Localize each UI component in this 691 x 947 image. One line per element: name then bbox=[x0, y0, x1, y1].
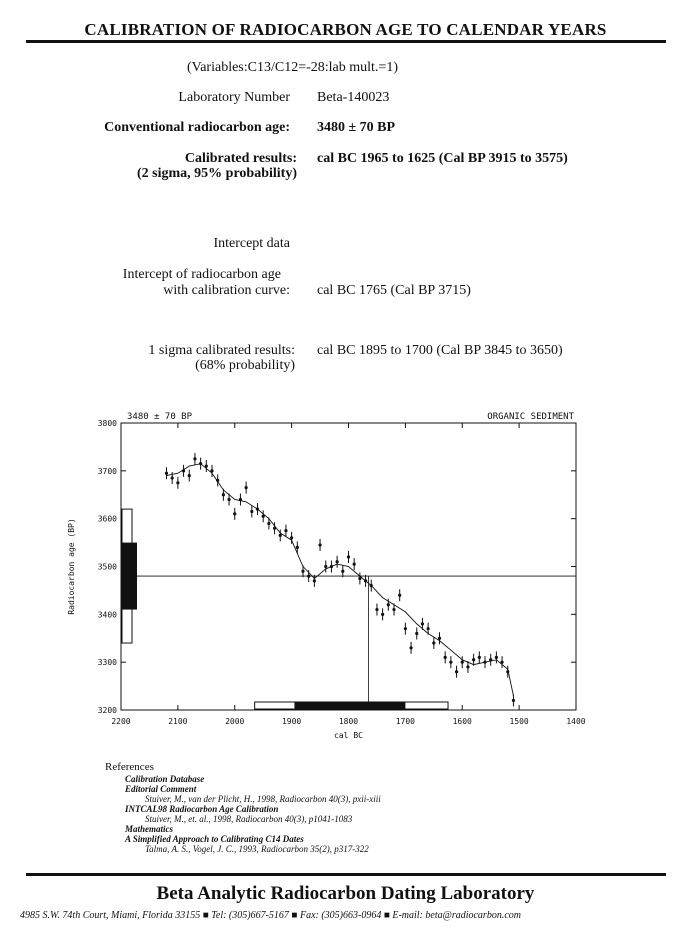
x-tick-label: 1500 bbox=[509, 717, 529, 726]
intercept-data-heading: Intercept data bbox=[213, 236, 290, 251]
data-point bbox=[358, 577, 361, 580]
y-tick-label: 3700 bbox=[97, 466, 117, 476]
data-point bbox=[296, 546, 299, 549]
data-point bbox=[353, 563, 356, 566]
data-point bbox=[205, 464, 208, 467]
data-point bbox=[370, 584, 373, 587]
bottom-rule bbox=[26, 873, 666, 876]
data-point bbox=[273, 527, 276, 530]
x-tick-label: 1700 bbox=[395, 717, 416, 726]
data-point bbox=[324, 565, 327, 568]
ref-heading: Editorial Comment bbox=[125, 784, 197, 794]
data-point bbox=[455, 670, 458, 673]
data-point bbox=[489, 658, 492, 661]
data-point bbox=[165, 472, 168, 475]
calibration-chart bbox=[60, 400, 600, 750]
data-point bbox=[227, 498, 230, 501]
calibration-curve bbox=[167, 464, 514, 696]
data-point bbox=[284, 529, 287, 532]
sigma1-bp-box bbox=[122, 543, 137, 610]
data-point bbox=[478, 656, 481, 659]
data-point bbox=[387, 603, 390, 606]
ref-citation: Talma, A. S., Vogel, J. C., 1993, Radiocarbon 35(2), p317-322 bbox=[145, 844, 369, 854]
data-point bbox=[495, 656, 498, 659]
x-axis-label: cal BC bbox=[334, 731, 363, 740]
data-point bbox=[466, 665, 469, 668]
data-point bbox=[472, 658, 475, 661]
data-point bbox=[199, 462, 202, 465]
x-tick-label: 1400 bbox=[566, 717, 586, 726]
data-point bbox=[415, 632, 418, 635]
data-point bbox=[461, 661, 464, 664]
data-point bbox=[250, 510, 253, 513]
data-point bbox=[233, 512, 236, 515]
data-point bbox=[364, 579, 367, 582]
data-point bbox=[381, 613, 384, 616]
data-point bbox=[222, 493, 225, 496]
ref-heading: INTCAL98 Radiocarbon Age Calibration bbox=[125, 804, 279, 814]
y-tick-label: 3300 bbox=[97, 658, 117, 668]
data-point bbox=[483, 661, 486, 664]
sigma1-sublabel: (68% probability) bbox=[195, 358, 295, 373]
data-point bbox=[239, 498, 242, 501]
data-point bbox=[432, 641, 435, 644]
data-point bbox=[256, 508, 259, 511]
data-point bbox=[444, 656, 447, 659]
x-tick-label: 1600 bbox=[452, 717, 472, 726]
x-tick-label: 2200 bbox=[111, 717, 131, 726]
data-point bbox=[210, 469, 213, 472]
lab-number-value: Beta-140023 bbox=[317, 90, 390, 105]
data-point bbox=[512, 699, 515, 702]
chart-title-right: ORGANIC SEDIMENT bbox=[487, 412, 574, 422]
ref-heading: Calibration Database bbox=[125, 774, 205, 784]
intercept-label-1: Intercept of radiocarbon age bbox=[122, 267, 281, 282]
ref-citation: Stuiver, M., van der Plicht, H., 1998, Radiocarbon 40(3), pxii-xiii bbox=[145, 794, 381, 804]
chart-title-left: 3480 ± 70 BP bbox=[127, 412, 193, 422]
x-tick-label: 2000 bbox=[225, 717, 245, 726]
intercept-value: cal BC 1765 (Cal BP 3715) bbox=[317, 283, 471, 298]
lab-number-label: Laboratory Number bbox=[178, 90, 290, 105]
data-point bbox=[290, 536, 293, 539]
lab-address: 4985 S.W. 74th Court, Miami, Florida 33155 ■ Tel: (305)667-5167 ■ Fax: (305)663-0964 ■ E-mail: beta@radiocarbon.com bbox=[20, 910, 521, 921]
data-point bbox=[318, 543, 321, 546]
references bbox=[105, 762, 625, 854]
data-point bbox=[279, 534, 282, 537]
intercept-label-2: with calibration curve: bbox=[163, 283, 290, 298]
sigma1-value: cal BC 1895 to 1700 (Cal BP 3845 to 3650) bbox=[317, 343, 563, 358]
y-tick-label: 3200 bbox=[97, 706, 117, 715]
data-point bbox=[500, 661, 503, 664]
lab-name: Beta Analytic Radiocarbon Dating Laboratory bbox=[156, 883, 535, 904]
data-point bbox=[216, 479, 219, 482]
data-point bbox=[404, 627, 407, 630]
data-point bbox=[171, 476, 174, 479]
x-tick-label: 1800 bbox=[338, 717, 359, 726]
data-point bbox=[313, 579, 316, 582]
data-point bbox=[182, 469, 185, 472]
data-point bbox=[506, 670, 509, 673]
sigma1-label: 1 sigma calibrated results: bbox=[148, 343, 295, 358]
data-point bbox=[307, 574, 310, 577]
data-point bbox=[330, 565, 333, 568]
y-tick-label: 3600 bbox=[97, 514, 117, 524]
references-heading: References bbox=[105, 761, 154, 773]
data-point bbox=[176, 481, 179, 484]
conventional-age-label: Conventional radiocarbon age: bbox=[104, 120, 290, 135]
data-point bbox=[341, 570, 344, 573]
data-point bbox=[262, 515, 265, 518]
data-point bbox=[347, 555, 350, 558]
data-point bbox=[398, 594, 401, 597]
ref-heading: A Simplified Approach to Calibrating C14 Dates bbox=[125, 834, 304, 844]
data-point bbox=[409, 646, 412, 649]
data-point bbox=[438, 637, 441, 640]
data-point bbox=[427, 627, 430, 630]
y-tick-label: 3400 bbox=[97, 610, 117, 620]
data-point bbox=[267, 522, 270, 525]
variables-line: (Variables:C13/C12=-28:lab mult.=1) bbox=[187, 60, 398, 75]
calibrated-results-value: cal BC 1965 to 1625 (Cal BP 3915 to 3575) bbox=[317, 151, 568, 166]
conventional-age-value: 3480 ± 70 BP bbox=[317, 120, 396, 135]
calibrated-results-label: Calibrated results: bbox=[184, 151, 297, 166]
x-tick-label: 1900 bbox=[281, 717, 302, 726]
sigma1-cal-box bbox=[294, 702, 405, 709]
data-point bbox=[188, 474, 191, 477]
top-rule bbox=[26, 40, 666, 43]
data-point bbox=[245, 486, 248, 489]
data-point bbox=[449, 661, 452, 664]
y-axis-label: Radiocarbon age (BP) bbox=[67, 518, 76, 615]
y-tick-label: 3800 bbox=[97, 419, 117, 428]
y-tick-label: 3500 bbox=[97, 562, 117, 572]
x-tick-label: 2100 bbox=[168, 717, 188, 726]
calibrated-results-sublabel: (2 sigma, 95% probability) bbox=[137, 166, 297, 181]
data-point bbox=[301, 570, 304, 573]
page-title: CALIBRATION OF RADIOCARBON AGE TO CALENDAR YEARS bbox=[84, 20, 607, 39]
ref-heading: Mathematics bbox=[125, 824, 174, 834]
data-point bbox=[336, 560, 339, 563]
data-point bbox=[193, 457, 196, 460]
data-point bbox=[392, 608, 395, 611]
data-point bbox=[421, 622, 424, 625]
data-point bbox=[375, 608, 378, 611]
ref-citation: Stuiver, M., et. al., 1998, Radiocarbon 40(3), p1041-1083 bbox=[145, 814, 353, 824]
